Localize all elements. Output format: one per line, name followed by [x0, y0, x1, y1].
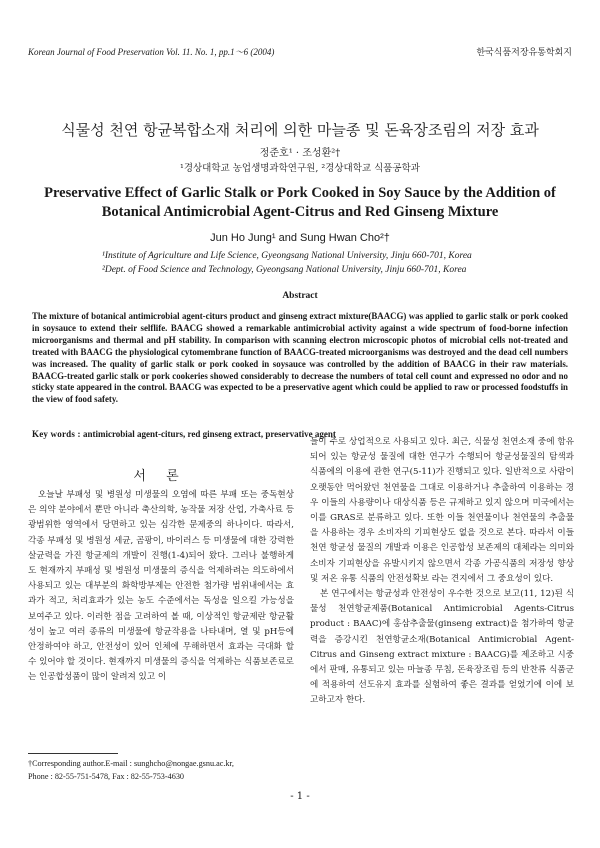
korean-title: 식물성 천연 항균복합소재 처리에 의한 마늘종 및 돈육장조림의 저장 효과 [61, 121, 539, 139]
english-authors: Jun Ho Jung¹ and Sung Hwan Cho²† [210, 232, 390, 244]
korean-affiliation: ¹경상대학교 농업생명과학연구원, ²경상대학교 식품공학과 [180, 163, 420, 174]
abstract-body: The mixture of botanical antimicrobial agent-citurs product and ginseng extract mixture(BAACG) was applied to garlic stalk or pork cooked in soysauce to extend their selflife. BAACG showed a remarkable antimicrobial activity against a wide spectrum of food-borne infection microorganisms and thermal and pH stability. In comparison with scanning electron microscopic photos of microbial cells not-treated and treated with BAACG the physiological cytomembrane function of BAACG-treated microorganisms was destroyed and the dead cell numbers was increased. The quality of garlic stalk or pork cooked in soysauce was controlled by the addition of BAACG in their raw materials. BAACG-treated garlic stalk or pork cookeries showed considerably to decrease the numbers of total cell count and expressed no odor and no sticky state appeared in the control. BAACG was expected to be a preservative agent which could be applied to raw or processed foodstuffs in the view of food safety. [32, 311, 568, 405]
footnote-phone: Phone : 82-55-751-5478, Fax : 82-55-753-4630 [28, 772, 185, 781]
abstract-heading: Abstract [282, 291, 318, 301]
korean-authors: 정준호¹ · 조성환²† [259, 148, 341, 159]
english-title-line-2: Botanical Antimicrobial Agent-Citrus and Red Ginseng Mixture [101, 204, 499, 220]
english-affiliation-2: ²Dept. of Food Science and Technology, Gyeongsang National University, Jinju 660-701, Korea [102, 265, 467, 275]
english-affiliation-1: ¹Institute of Agriculture and Life Science, Gyeongsang National University, Jinju 660-701, Korea [102, 251, 472, 261]
body-column-right [310, 435, 574, 709]
footnote [28, 757, 234, 783]
journal-header: Korean Journal of Food Preservation Vol. 11. No. 1, pp.1～6 (2004) [28, 47, 275, 57]
society-header: 한국식품저장유통학회지 [476, 48, 572, 58]
keywords-label: Key words : [32, 429, 81, 439]
english-title [0, 184, 600, 222]
body-paragraph-2: 본 연구에서는 항균성과 안전성이 우수한 것으로 보고(11, 12)된 식물성 천연항균제품(Botanical Antimicrobial Agents-Citrus product : BAAC)에 홍삼추출물(ginseng extract)을 첨가하여 항균력을 증강시킨 천연항균소재(Botanical Antimicrobial Agent-Citrus and Ginseng extract mixture : BAACG)를 제조하고 시중에서 판매, 유통되고 있는 마늘종 무침, 돈육장조림 등의 반찬류 식품군에 적용하여 선도유지 효과를 실험하여 좋은 결과를 얻었기에 이에 보고하고자 한다. [310, 589, 574, 706]
section-heading-introduction: 서 론 [133, 469, 187, 484]
body-paragraph-1: 들이 주로 상업적으로 사용되고 있다. 최근, 식물성 천연소재 중에 함유되어 있는 항균성 물질에 대한 연구가 수행되어 항균성물질의 탐색과 식품에의 이용에 관한 연구(5-11)가 진행되고 있다. 일반적으로 사람이 오랫동안 먹어왔던 천연물을 그대로 이용하거나 추출하여 이용하는 경우 이들의 사용량이나 대상식품 등은 규제하고 있지 않으며 미국에서는 이를 GRAS로 분류하고 있다. 또한 이들 천연물이나 천연물의 추출물을 사용하는 경우 소비자의 기피현상도 없을 것으로 본다. 따라서 이들 천연 항균성 물질의 개발과 이용은 인공합성 보존제의 대체라는 의미와 소비자 기피현상을 유발시키지 않으면서 각종 가공식품의 저장성 향상 및 저온 유통 식품의 안전성확보 라는 견지에서 그 중요성이 있다. [310, 437, 574, 584]
english-title-line-1: Preservative Effect of Garlic Stalk or Pork Cooked in Soy Sauce by the Addition of [44, 185, 556, 201]
keywords-list: antimicrobial agent-citurs, red ginseng extract, preservative agent [82, 429, 336, 439]
footnote-email: †Corresponding author.E-mail : sunghcho@nongae.gsnu.ac.kr, [28, 759, 234, 768]
body-column-left: 오늘날 부패성 및 병원성 미생물의 오염에 따른 부패 또는 중독현상은 의약 분야에서 뿐만 아니라 축산의학, 농작물 저장 산업, 가축사료 등 광범위한 영역에서 당면하고 있는 심각한 문제중의 하나이다. 따라서, 각종 부패성 및 병원성 세균, 곰팡이, 바이러스 등 미생물에 대한 강력한 살균력을 가진 항균제의 개발이 진행(1-4)되어 왔다. 그러나 불행하게도 현재까지 부패성 및 병원성 미생물의 증식을 억제하려는 의도하에서 사용되고 있는 대부분의 화학방부제는 안전한 첨가량 범위내에서는 효과가 적고, 처리효과가 있는 농도 수준에서는 독성을 일으킬 가능성을 보여주고 있다. 이러한 점을 고려하여 볼 때, 이상적인 항균제란 항균활성이 높고 여러 종류의 미생물에 항균작용을 나타내며, 열 및 pH등에 안정하여야 하고, 안전성이 있어 인체에 무해하면서 효과는 극대화 할 수 있어야 할 것이다. 현재까지 미생물의 증식을 억제하는 식품보존료로는 인공합성품이 많이 알려져 있고 이 [28, 490, 294, 683]
footnote-divider [28, 753, 118, 754]
keywords [32, 429, 336, 439]
page-number: - 1 - [290, 791, 310, 802]
